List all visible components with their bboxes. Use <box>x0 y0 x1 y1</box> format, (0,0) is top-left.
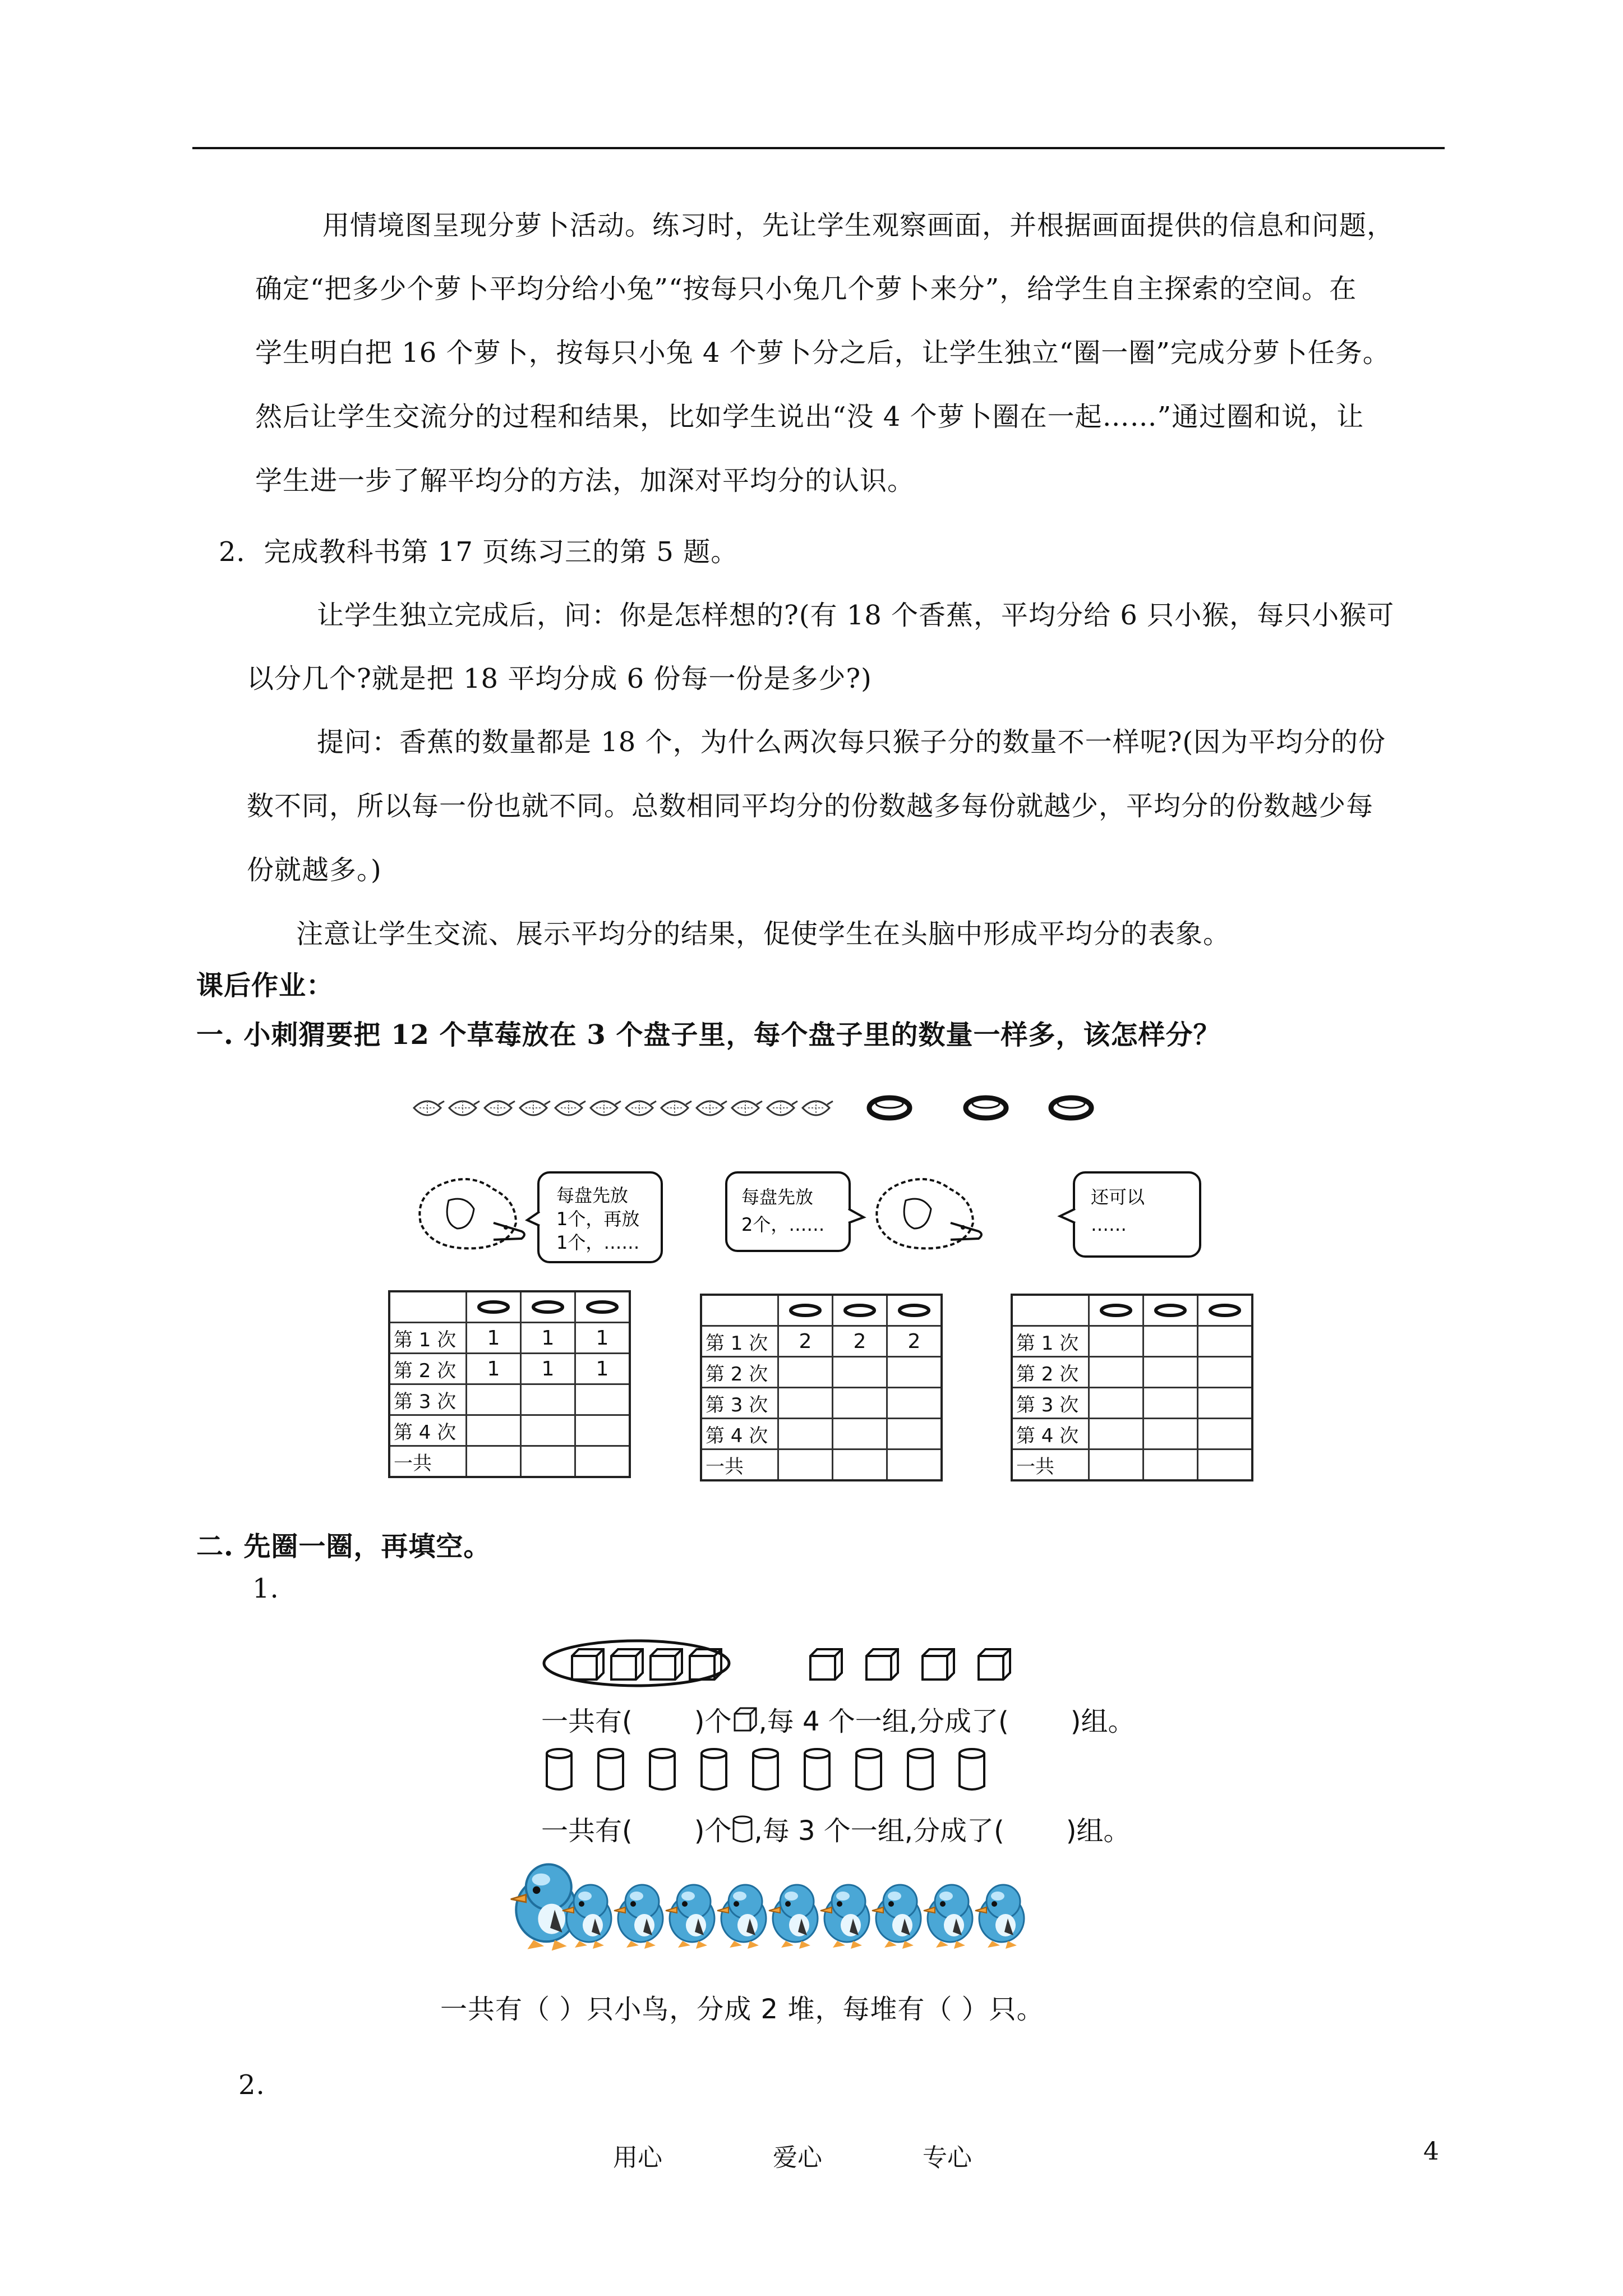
page-number: 4 <box>1423 2137 1439 2166</box>
speech-bubble-2 <box>726 1172 864 1251</box>
cube-question-part-d: )组。 <box>1070 1706 1135 1737</box>
table-row <box>1012 1357 1252 1388</box>
table-cell: 1 <box>521 1354 575 1384</box>
table-cell: 1 <box>521 1323 575 1354</box>
table-plate-header <box>833 1295 887 1326</box>
distribution-table-1 <box>388 1290 631 1478</box>
plate-icon <box>1099 1303 1133 1318</box>
cube-icon <box>572 1649 603 1680</box>
row-label: 第 1 次 <box>1012 1326 1089 1357</box>
cube-question-part-b: )个 <box>694 1706 732 1737</box>
cube-question <box>541 1700 1135 1738</box>
table-row <box>701 1450 942 1481</box>
table-cell <box>833 1450 887 1481</box>
cylinder-icon <box>547 1749 571 1789</box>
plate-icon <box>1154 1303 1187 1318</box>
table-cell <box>1198 1388 1253 1419</box>
table-row <box>389 1384 630 1415</box>
speech-bubble-1 <box>527 1172 662 1262</box>
table-cell <box>1198 1450 1253 1481</box>
table-cell <box>833 1388 887 1419</box>
bird-icon <box>666 1885 714 1949</box>
table-cell <box>1089 1419 1144 1450</box>
table-plate-header <box>1144 1295 1198 1326</box>
paragraph-3-line-3: 份就越多。) <box>247 854 382 886</box>
table-cell <box>833 1357 887 1388</box>
cube-question-part-a: 一共有( <box>541 1706 633 1737</box>
table-cell <box>887 1388 942 1419</box>
bubble-1-line-1: 每盘先放 <box>556 1185 629 1206</box>
table-cell <box>778 1357 833 1388</box>
bubble-1-line-2: 1个，再放 <box>556 1208 640 1230</box>
bird-icon <box>511 1865 577 1951</box>
bird-icon <box>820 1885 869 1949</box>
cube-icon <box>866 1649 898 1680</box>
plate-icon <box>585 1300 619 1314</box>
table-cell <box>575 1415 630 1446</box>
strawberry-icon <box>626 1101 656 1115</box>
strawberry-icon <box>803 1101 833 1115</box>
cube-icon <box>731 1706 758 1733</box>
homework-title: 课后作业： <box>196 970 334 1001</box>
table-cell <box>1089 1357 1144 1388</box>
table-cell <box>1144 1419 1198 1450</box>
cylinder-icon <box>805 1749 829 1789</box>
bubble-1-line-3: 1个，…… <box>556 1232 640 1253</box>
table-plate-header <box>521 1291 575 1323</box>
plate-icon <box>897 1303 931 1318</box>
strawberry-icon <box>555 1101 585 1115</box>
strawberry-icon <box>591 1101 621 1115</box>
paragraph-3-line-2: 数不同，所以每一份也就不同。总数相同平均分的份数越多每份就越少，平均分的份数越少每 <box>247 790 1374 822</box>
strawberry-icon <box>767 1101 797 1115</box>
paragraph-4: 注意让学生交流、展示平均分的结果，促使学生在头脑中形成平均分的表象。 <box>296 918 1231 950</box>
table-cell <box>1198 1326 1253 1357</box>
bird-icon <box>614 1885 663 1949</box>
paragraph-1-line-2: 确定“把多少个萝卜平均分给小兔”“按每只小兔几个萝卜来分”，给学生自主探索的空间。在 <box>255 273 1357 305</box>
question-1: 一. 小刺猬要把 12 个草莓放在 3 个盘子里，每个盘子里的数量一样多，该怎样分？ <box>196 1019 1221 1051</box>
table-row <box>389 1415 630 1446</box>
table-cell <box>778 1388 833 1419</box>
table-cell <box>1198 1419 1253 1450</box>
speech-bubble-3 <box>1060 1172 1200 1257</box>
row-label: 第 2 次 <box>1012 1357 1089 1388</box>
strawberry-icon <box>697 1101 727 1115</box>
cube-icon <box>923 1649 954 1680</box>
cube-icon <box>611 1649 643 1680</box>
plate-icon <box>531 1300 565 1314</box>
bird-question: 一共有（ ）只小鸟，分成 2 堆，每堆有（ ）只。 <box>440 1994 1044 2025</box>
paragraph-2-line-2: 以分几个?就是把 18 平均分成 6 份每一份是多少?) <box>247 663 872 694</box>
table-cell <box>887 1357 942 1388</box>
plate-icon <box>966 1098 1006 1118</box>
row-label: 第 2 次 <box>701 1357 778 1388</box>
bird-icon <box>924 1885 972 1949</box>
table-cell <box>1144 1388 1198 1419</box>
row-label: 一共 <box>1012 1450 1089 1481</box>
table-row <box>1012 1388 1252 1419</box>
table-cell <box>887 1450 942 1481</box>
hedgehog-icon <box>419 1179 524 1248</box>
table-cell <box>1089 1326 1144 1357</box>
table-row <box>701 1419 942 1450</box>
table-cell <box>467 1384 521 1415</box>
table-plate-header <box>1198 1295 1253 1326</box>
table-row <box>701 1326 942 1357</box>
cylinder-question-part-c: ,每 3 个一组,分成了( <box>754 1815 1004 1847</box>
table-row <box>1012 1419 1252 1450</box>
strawberry-icon <box>485 1101 515 1115</box>
table-row <box>701 1357 942 1388</box>
footer-motto-1: 用心 <box>613 2143 662 2172</box>
table-cell <box>833 1419 887 1450</box>
sub-item-2: 2. <box>238 2069 265 2101</box>
footer-motto-2: 爱心 <box>773 2143 822 2172</box>
table-cell: 2 <box>833 1326 887 1357</box>
distribution-table-2 <box>700 1294 943 1481</box>
table-row <box>701 1388 942 1419</box>
strawberry-row <box>409 1091 1116 1136</box>
row-label: 第 1 次 <box>389 1323 467 1354</box>
table-cell <box>467 1446 521 1478</box>
sub-item-1: 1. <box>252 1573 279 1604</box>
table-cell: 1 <box>467 1323 521 1354</box>
cylinder-icon <box>960 1749 984 1789</box>
table-cell: 1 <box>575 1323 630 1354</box>
table-corner <box>1012 1295 1089 1326</box>
table-cell <box>521 1446 575 1478</box>
table-row <box>389 1446 630 1478</box>
table-plate-header <box>575 1291 630 1323</box>
cylinder-icon <box>908 1749 933 1789</box>
table-cell: 1 <box>467 1354 521 1384</box>
footer-motto-3: 专心 <box>923 2143 972 2172</box>
row-label: 第 4 次 <box>1012 1419 1089 1450</box>
cylinder-icon <box>856 1749 881 1789</box>
strawberry-icon <box>520 1101 550 1115</box>
plate-icon <box>1208 1303 1242 1318</box>
table-row <box>389 1354 630 1384</box>
cube-icon <box>810 1649 842 1680</box>
table-row <box>1012 1326 1252 1357</box>
cylinder-question-part-d: )组。 <box>1066 1815 1131 1847</box>
table-row <box>1012 1450 1252 1481</box>
strawberry-icon <box>414 1101 444 1115</box>
table-corner <box>389 1291 467 1323</box>
paragraph-1-line-5: 学生进一步了解平均分的方法，加深对平均分的认识。 <box>255 465 915 496</box>
paragraph-1-line-4: 然后让学生交流分的过程和结果，比如学生说出“没 4 个萝卜圈在一起……”通过圈和说，让 <box>255 401 1364 432</box>
hedgehog-icon <box>877 1179 981 1248</box>
cylinder-icon <box>753 1749 778 1789</box>
bird-icon <box>872 1885 921 1949</box>
row-label: 第 3 次 <box>389 1384 467 1415</box>
table-plate-header <box>1089 1295 1144 1326</box>
bubble-3-line-1: 还可以 <box>1091 1186 1145 1208</box>
table-cell <box>1144 1450 1198 1481</box>
strawberry-icon <box>732 1101 762 1115</box>
cylinder-icon <box>650 1749 675 1789</box>
plate-icon <box>869 1098 910 1118</box>
row-label: 第 3 次 <box>1012 1388 1089 1419</box>
table-cell <box>521 1415 575 1446</box>
plate-icon <box>477 1300 510 1314</box>
table-cell <box>1089 1450 1144 1481</box>
row-label: 一共 <box>389 1446 467 1478</box>
paragraph-3-line-1: 提问：香蕉的数量都是 18 个，为什么两次每只猴子分的数量不一样呢?(因为平均分的份 <box>317 726 1386 758</box>
table-cell <box>887 1419 942 1450</box>
table-corner <box>701 1295 778 1326</box>
hedgehog-scene <box>409 1161 1217 1268</box>
paragraph-1-line-1: 用情境图呈现分萝卜活动。练习时，先让学生观察画面，并根据画面提供的信息和问题， <box>322 210 1395 241</box>
table-cell <box>1144 1357 1198 1388</box>
table-plate-header <box>887 1295 942 1326</box>
item-2: 2．完成教科书第 17 页练习三的第 5 题。 <box>219 536 739 568</box>
cylinder-icon <box>702 1749 726 1789</box>
cylinder-question <box>541 1809 1131 1848</box>
bird-icon <box>769 1885 818 1949</box>
table-row <box>389 1323 630 1354</box>
bubble-2-line-1: 每盘先放 <box>741 1186 814 1208</box>
table-cell <box>1198 1357 1253 1388</box>
bird-icon <box>975 1885 1024 1949</box>
bubble-3-line-2: …… <box>1091 1214 1127 1235</box>
cylinder-question-part-a: 一共有( <box>541 1815 633 1847</box>
table-cell <box>467 1415 521 1446</box>
table-cell <box>1144 1326 1198 1357</box>
bird-row <box>505 1857 1099 1969</box>
header-rule <box>192 147 1445 149</box>
table-cell <box>575 1446 630 1478</box>
row-label: 一共 <box>701 1450 778 1481</box>
question-2: 二. 先圈一圈，再填空。 <box>196 1531 491 1562</box>
row-label: 第 1 次 <box>701 1326 778 1357</box>
row-label: 第 3 次 <box>701 1388 778 1419</box>
cylinder-icon <box>598 1749 623 1789</box>
paragraph-2-line-1: 让学生独立完成后，问：你是怎样想的?(有 18 个香蕉，平均分给 6 只小猴，每只小猴可 <box>317 600 1395 631</box>
plate-icon <box>1051 1098 1091 1118</box>
row-label: 第 4 次 <box>389 1415 467 1446</box>
bird-icon <box>717 1885 766 1949</box>
cube-row <box>541 1638 1035 1688</box>
row-label: 第 4 次 <box>701 1419 778 1450</box>
cube-question-part-c: ,每 4 个一组,分成了( <box>758 1706 1009 1737</box>
cylinder-question-part-b: )个 <box>694 1815 732 1847</box>
cube-icon <box>651 1649 682 1680</box>
strawberry-icon <box>661 1101 691 1115</box>
row-label: 第 2 次 <box>389 1354 467 1384</box>
distribution-table-3 <box>1011 1294 1253 1481</box>
strawberry-icon <box>449 1101 479 1115</box>
table-cell <box>778 1419 833 1450</box>
table-cell <box>521 1384 575 1415</box>
table-plate-header <box>778 1295 833 1326</box>
cube-icon <box>979 1649 1010 1680</box>
plate-icon <box>843 1303 877 1318</box>
table-cell <box>575 1384 630 1415</box>
table-cell: 2 <box>887 1326 942 1357</box>
plate-icon <box>789 1303 822 1318</box>
table-cell <box>778 1450 833 1481</box>
cylinder-row <box>541 1745 1012 1795</box>
bubble-2-line-2: 2个，…… <box>741 1214 825 1235</box>
table-plate-header <box>467 1291 521 1323</box>
table-cell: 1 <box>575 1354 630 1384</box>
table-cell: 2 <box>778 1326 833 1357</box>
table-cell <box>1089 1388 1144 1419</box>
paragraph-1-line-3: 学生明白把 16 个萝卜，按每只小兔 4 个萝卜分之后，让学生独立“圈一圈”完成分萝卜任务。 <box>255 337 1390 369</box>
cylinder-icon <box>731 1815 754 1843</box>
